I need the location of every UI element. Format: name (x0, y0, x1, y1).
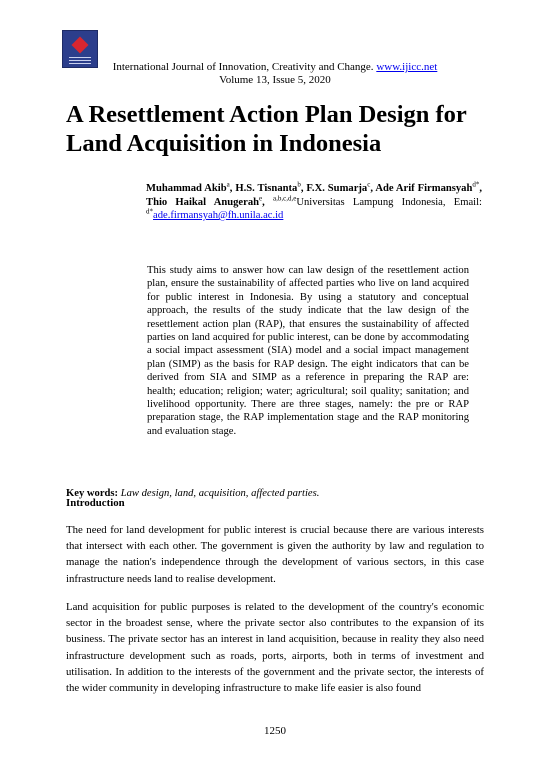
keywords-label: Key words: (66, 488, 121, 499)
body-paragraph: Land acquisition for public purposes is related to the development of the country's economic sector in the broadest sense, where the private sector also contributes to the expansion of its business. The private sector has an interest in land acquisition, because in reality they also need infrastructure development such as roads, ports, airports, both in terms of investment and utilisation. In addition to the interests of the government and the private sector, the interests of the wider community in developing infrastructure to make life easier is also found (66, 601, 484, 695)
keywords-text: Law design, land, acquisition, affected parties. (120, 488, 320, 499)
author-name: Thio Haikal Anugerah (146, 196, 260, 208)
author-name: F.X. Sumarja (306, 183, 368, 194)
author-name: Ade Arif Firmansyah (375, 183, 473, 194)
author-block: Muhammad Akib$^a$, H.S. Tisnanta$^b$, F.X. Sumarja$^c$, Ade Arif Firmansyah$^{d*}$, Thio Haikal Anugerah$^e$, $^{a,b,c,d,e}$Universitas Lampung Indonesia, Email: $^{d*}$ade.firmansyah@fh.unila.ac.id (146, 180, 483, 221)
author-name: H.S. Tisnanta (235, 183, 298, 194)
email-link[interactable]: ade.firmansyah@fh.unila.ac.id (153, 210, 284, 221)
abstract: This study aims to answer how can law design of the resettlement action plan, ensure the sustainability of affected parties who live on land acquired for public interest in Indonesia. By using a statutory and conceptual approach, the results of the study indicate that the law design of the resettlement action plan (RAP), that ensures the sustainability of affected parties on land acquired for public interest, can be done by accommodating a social impact assessment (SIA) model and a social impact management plan (SIMP) as the basis for RAP design. The eight indicators that can be derived from SIA and SIMP as a reference in preparing the RAP are: health; education; religion; water; agricultural; soil quality; sanitation; and livelihood opportunity. There are three stages, namely: the pre or RAP preparation stage, the RAP implementation stage and the RAP monitoring and evaluation stage. (147, 265, 469, 437)
logo-diamond (72, 37, 89, 54)
section-heading-introduction: Introduction (66, 497, 125, 509)
journal-url-link[interactable]: www.ijicc.net (376, 61, 438, 73)
author-name: Muhammad Akib (146, 183, 227, 194)
volume-issue: Volume 13, Issue 5, 2020 (219, 74, 331, 86)
paper-title: A Resettlement Action Plan Design for Land Acquisition in Indonesia (66, 101, 467, 157)
journal-name: International Journal of Innovation, Creativity and Change. (112, 61, 377, 73)
journal-header (0, 61, 550, 74)
affiliation: Universitas Lampung Indonesia, Email: (296, 196, 482, 208)
body-paragraph: The need for land development for public interest is crucial because there are various interests that intersect with each other. The government is given the authority by law and regulation to manage the nation's independence through the development of various sectors, in this case infrastructure needs land to realise development. (66, 524, 484, 585)
page-number: 1250 (264, 725, 286, 737)
